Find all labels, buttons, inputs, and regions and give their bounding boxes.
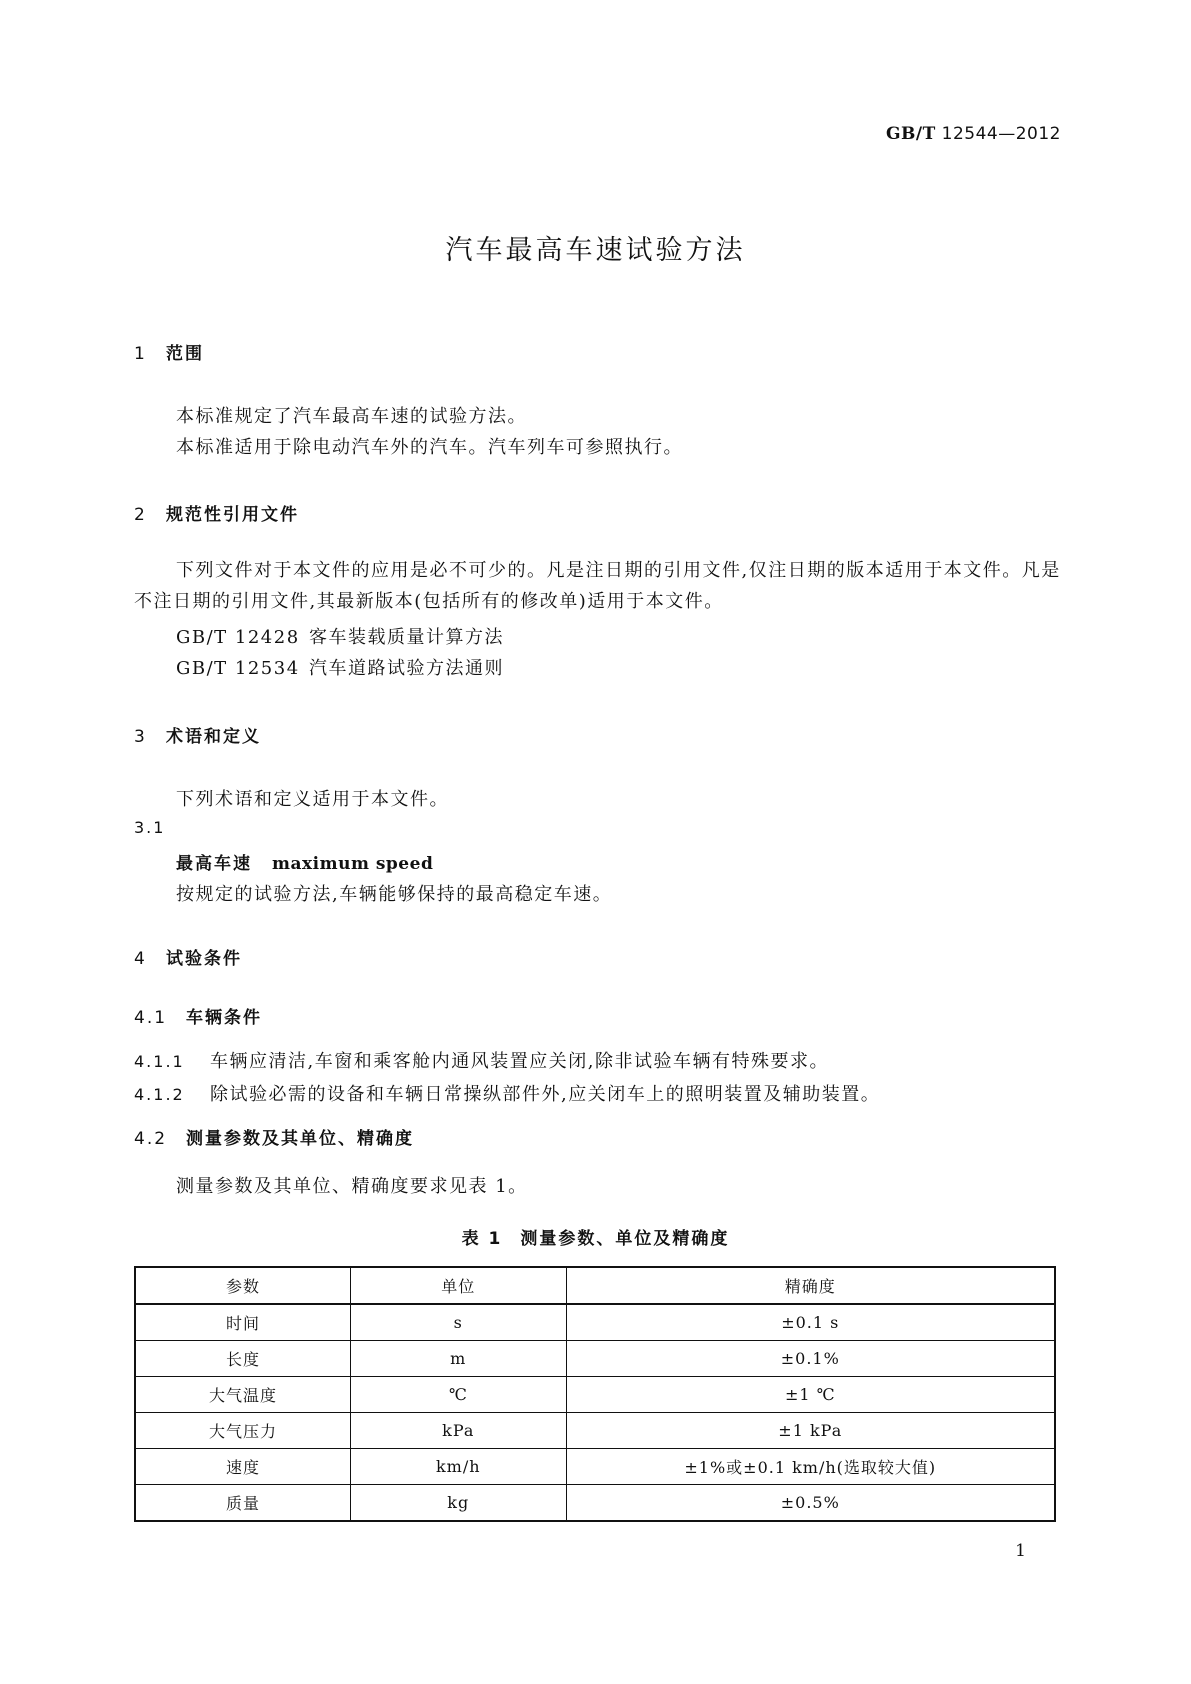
term-definition: 按规定的试验方法,车辆能够保持的最高稳定车速。 [176, 884, 613, 905]
table-cell: ±0.1 s [566, 1304, 1055, 1341]
table-cell: s [350, 1304, 566, 1341]
section-1-heading [134, 339, 204, 364]
section-title: 规范性引用文件 [166, 505, 299, 525]
subsection-number: 4.1 [134, 1008, 168, 1028]
subsection-number: 4.2 [134, 1129, 168, 1149]
section-number: 2 [134, 505, 147, 525]
table-cell: 质量 [135, 1485, 350, 1522]
table-cell: 大气温度 [135, 1377, 350, 1413]
table-caption [0, 1224, 1191, 1249]
table-row [135, 1413, 1055, 1449]
paragraph: 本标准适用于除电动汽车外的汽车。汽车列车可参照执行。 [176, 437, 683, 458]
table-cell: 时间 [135, 1304, 350, 1341]
column-header: 单位 [350, 1267, 566, 1304]
table-row [135, 1341, 1055, 1377]
table-title: 测量参数、单位及精确度 [520, 1229, 730, 1249]
table-cell: ±1 ℃ [566, 1377, 1055, 1413]
subsection-4-2-heading [134, 1124, 414, 1149]
document-title: 汽车最高车速试验方法 [445, 235, 746, 266]
section-number: 4 [134, 949, 147, 969]
paragraph: 本标准规定了汽车最高车速的试验方法。 [176, 406, 527, 427]
subsection-title: 车辆条件 [186, 1008, 262, 1028]
table-row [135, 1485, 1055, 1522]
standard-number [886, 124, 1061, 144]
table-cell: 长度 [135, 1341, 350, 1377]
table-row [135, 1449, 1055, 1485]
table-cell: km/h [350, 1449, 566, 1485]
table-cell: ℃ [350, 1377, 566, 1413]
standard-prefix: GB/T [886, 124, 936, 144]
section-3-heading [134, 722, 261, 747]
term-chinese: 最高车速 [176, 854, 252, 874]
reference-item [176, 654, 504, 680]
table-cell: ±0.5% [566, 1485, 1055, 1522]
table-cell: kg [350, 1485, 566, 1522]
clause-number: 4.1.1 [134, 1052, 185, 1071]
subsection-4-1-heading [134, 1003, 262, 1028]
table-cell: ±0.1% [566, 1341, 1055, 1377]
section-2-heading [134, 500, 299, 525]
clause-text: 除试验必需的设备和车辆日常操纵部件外,应关闭车上的照明装置及辅助装置。 [210, 1084, 881, 1105]
table-header-row [135, 1267, 1055, 1304]
table-number: 表 1 [461, 1229, 503, 1249]
section-number: 3 [134, 727, 147, 747]
table-cell: ±1%或±0.1 km/h(选取较大值) [566, 1449, 1055, 1485]
term-number: 3.1 [134, 818, 166, 837]
paragraph: 下列文件对于本文件的应用是必不可少的。凡是注日期的引用文件,仅注日期的版本适用于本文件。凡是不注日期的引用文件,其最新版本(包括所有的修改单)适用于本文件。 [134, 560, 1061, 612]
standard-code: 12544—2012 [941, 124, 1061, 144]
reference-code: GB/T 12534 [176, 658, 300, 679]
column-header: 参数 [135, 1267, 350, 1304]
clause [134, 1080, 880, 1106]
section-number: 1 [134, 344, 147, 364]
column-header: 精确度 [566, 1267, 1055, 1304]
clause-number: 4.1.2 [134, 1085, 185, 1104]
paragraph: 下列术语和定义适用于本文件。 [176, 789, 449, 810]
table-row [135, 1377, 1055, 1413]
clause [134, 1047, 829, 1073]
subsection-title: 测量参数及其单位、精确度 [186, 1129, 414, 1149]
table-cell: ±1 kPa [566, 1413, 1055, 1449]
section-title: 范围 [166, 344, 204, 364]
reference-title: 汽车道路试验方法通则 [309, 658, 504, 679]
table-cell: kPa [350, 1413, 566, 1449]
reference-title: 客车装载质量计算方法 [309, 627, 504, 648]
table-row [135, 1304, 1055, 1341]
section-title: 术语和定义 [166, 727, 261, 747]
term-title [176, 849, 433, 874]
section-4-heading [134, 944, 242, 969]
term-english: maximum speed [272, 854, 434, 874]
paragraph: 测量参数及其单位、精确度要求见表 1。 [176, 1176, 528, 1197]
table-cell: 速度 [135, 1449, 350, 1485]
clause-text: 车辆应清洁,车窗和乘客舱内通风装置应关闭,除非试验车辆有特殊要求。 [210, 1051, 829, 1072]
measurement-table [134, 1266, 1056, 1522]
page-number: 1 [1015, 1541, 1026, 1561]
reference-code: GB/T 12428 [176, 627, 300, 648]
section-title: 试验条件 [166, 949, 242, 969]
table-cell: 大气压力 [135, 1413, 350, 1449]
reference-item [176, 623, 504, 649]
table-cell: m [350, 1341, 566, 1377]
